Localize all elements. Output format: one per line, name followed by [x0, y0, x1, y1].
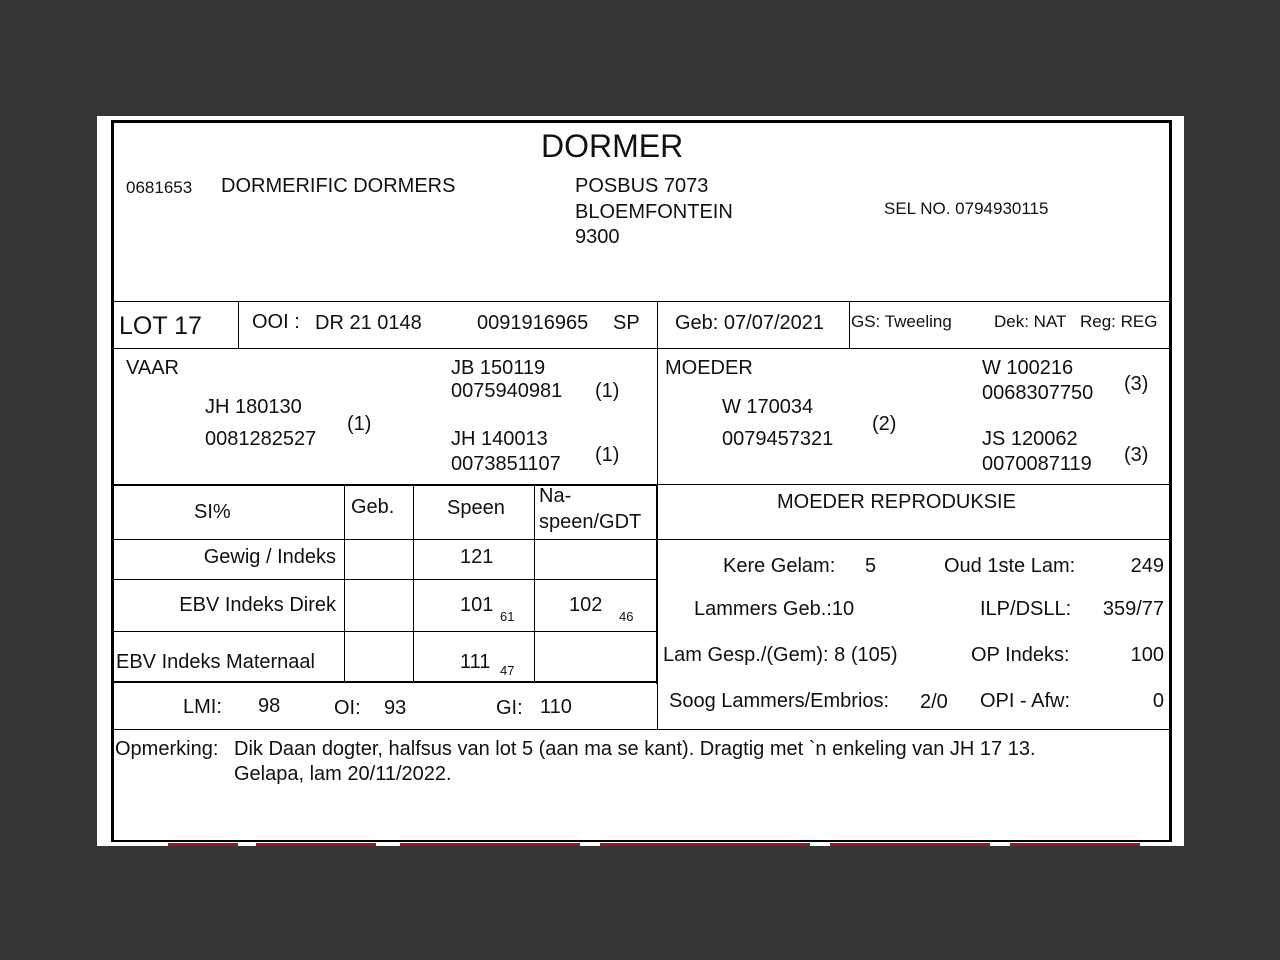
clipped-text-fragment [160, 843, 1150, 846]
vaar-sire-id: JB 150119 [451, 357, 546, 379]
sale-card-border [111, 120, 1172, 842]
opi-afw-value: 0 [1152, 690, 1164, 712]
opmerking-line-2: Gelapa, lam 20/11/2022. [234, 763, 452, 785]
vaar-sire-code: 0075940981 [451, 380, 563, 402]
breed-title: DORMER [541, 128, 684, 164]
moeder-dam-code: 0070087119 [982, 453, 1092, 475]
kere-gelam-value: 5 [865, 555, 877, 577]
sp-code: SP [613, 312, 640, 334]
birth-date: Geb: 07/07/2021 [675, 312, 825, 334]
divider [113, 631, 657, 632]
dek-mating: Dek: NAT [994, 312, 1067, 331]
oi-value: 93 [384, 697, 407, 719]
row-label: EBV Indeks Maternaal [116, 651, 315, 673]
address-line-1: POSBUS 7073 [575, 175, 709, 197]
vaar-id: JH 180130 [205, 396, 302, 418]
moeder-id: W 170034 [722, 396, 814, 418]
oud-1ste-lam-label: Oud 1ste Lam: [944, 555, 1076, 577]
si-table-border [113, 681, 658, 683]
si-header: SI% [194, 501, 231, 523]
soog-lammers-value: 2/0 [920, 691, 948, 713]
reg-code: 0091916965 [477, 312, 589, 334]
speen-value: 111 [460, 651, 491, 673]
vaar-code: 0081282527 [205, 428, 317, 450]
moeder-sire-id: W 100216 [982, 357, 1074, 379]
opmerking-line-1: Dik Daan dogter, halfsus van lot 5 (aan ma se kant). Dragtig met `n enkeling van JH 17 13. [234, 738, 1036, 760]
breeder-number: 0681653 [126, 178, 193, 197]
divider [413, 485, 414, 682]
lam-gespeen: Lam Gesp./(Gem): 8 (105) [663, 644, 898, 666]
row-label: Gewig / Indeks [203, 546, 336, 568]
divider [113, 301, 1171, 302]
divider [113, 579, 657, 580]
kere-gelam-label: Kere Gelam: [723, 555, 836, 577]
divider [113, 539, 1172, 540]
op-indeks-label: OP Indeks: [971, 644, 1070, 666]
breeder-name: DORMERIFIC DORMERS [221, 175, 456, 197]
divider [238, 302, 239, 348]
row-label: EBV Indeks Direk [179, 594, 336, 616]
divider [849, 302, 850, 348]
lmi-value: 98 [258, 695, 281, 717]
moeder-dam-id: JS 120062 [982, 428, 1078, 450]
registration: Reg: REG [1080, 312, 1158, 331]
opi-afw-label: OPI - Afw: [980, 690, 1071, 712]
naspeen-accuracy: 46 [619, 609, 634, 624]
vaar-count: (1) [347, 413, 372, 435]
reproduksie-title: MOEDER REPRODUKSIE [777, 491, 1016, 513]
ooi-label: OOI : [252, 311, 300, 333]
moeder-dam-count: (3) [1124, 444, 1149, 466]
si-table-border [656, 484, 658, 684]
sel-number: SEL NO. 0794930115 [884, 199, 1049, 218]
op-indeks-value: 100 [1130, 644, 1164, 666]
moeder-sire-code: 0068307750 [982, 382, 1094, 404]
ooi-id: DR 21 0148 [315, 312, 422, 334]
vaar-dam-id: JH 140013 [451, 428, 548, 450]
soog-lammers-label: Soog Lammers/Embrios: [669, 690, 890, 712]
ilp-dsll-value: 359/77 [1102, 598, 1164, 620]
oi-label: OI: [334, 697, 361, 719]
vaar-label: VAAR [126, 357, 179, 379]
speen-accuracy: 47 [500, 663, 515, 678]
speen-value: 121 [460, 546, 494, 568]
geb-header: Geb. [351, 496, 395, 518]
vaar-dam-code: 0073851107 [451, 453, 561, 475]
si-table-border [113, 484, 658, 486]
naspeen-header-1: Na- [539, 485, 572, 507]
oud-1ste-lam-value: 249 [1130, 555, 1164, 577]
speen-accuracy: 61 [500, 609, 515, 624]
moeder-code: 0079457321 [722, 428, 834, 450]
opmerking-label: Opmerking: [115, 738, 219, 760]
moeder-label: MOEDER [665, 357, 753, 379]
divider [534, 485, 535, 682]
gi-value: 110 [540, 696, 572, 718]
lot-number: LOT 17 [119, 312, 202, 340]
divider [658, 484, 1172, 485]
divider [113, 348, 1171, 349]
divider [344, 485, 345, 682]
address-line-2: BLOEMFONTEIN [575, 201, 733, 223]
ilp-dsll-label: ILP/DSLL: [980, 598, 1072, 620]
address-line-3: 9300 [575, 226, 620, 248]
speen-value: 101 [460, 594, 494, 616]
moeder-sire-count: (3) [1124, 373, 1149, 395]
vaar-sire-count: (1) [595, 380, 620, 402]
moeder-count: (2) [872, 413, 897, 435]
naspeen-header-2: speen/GDT [539, 511, 642, 533]
gi-label: GI: [496, 697, 523, 719]
speen-header: Speen [447, 497, 505, 519]
lmi-label: LMI: [183, 696, 222, 718]
naspeen-value: 102 [569, 594, 603, 616]
lammers-geb: Lammers Geb.:10 [694, 598, 855, 620]
gs-birth-type: GS: Tweeling [851, 312, 952, 331]
divider [113, 729, 1172, 730]
vaar-dam-count: (1) [595, 444, 620, 466]
